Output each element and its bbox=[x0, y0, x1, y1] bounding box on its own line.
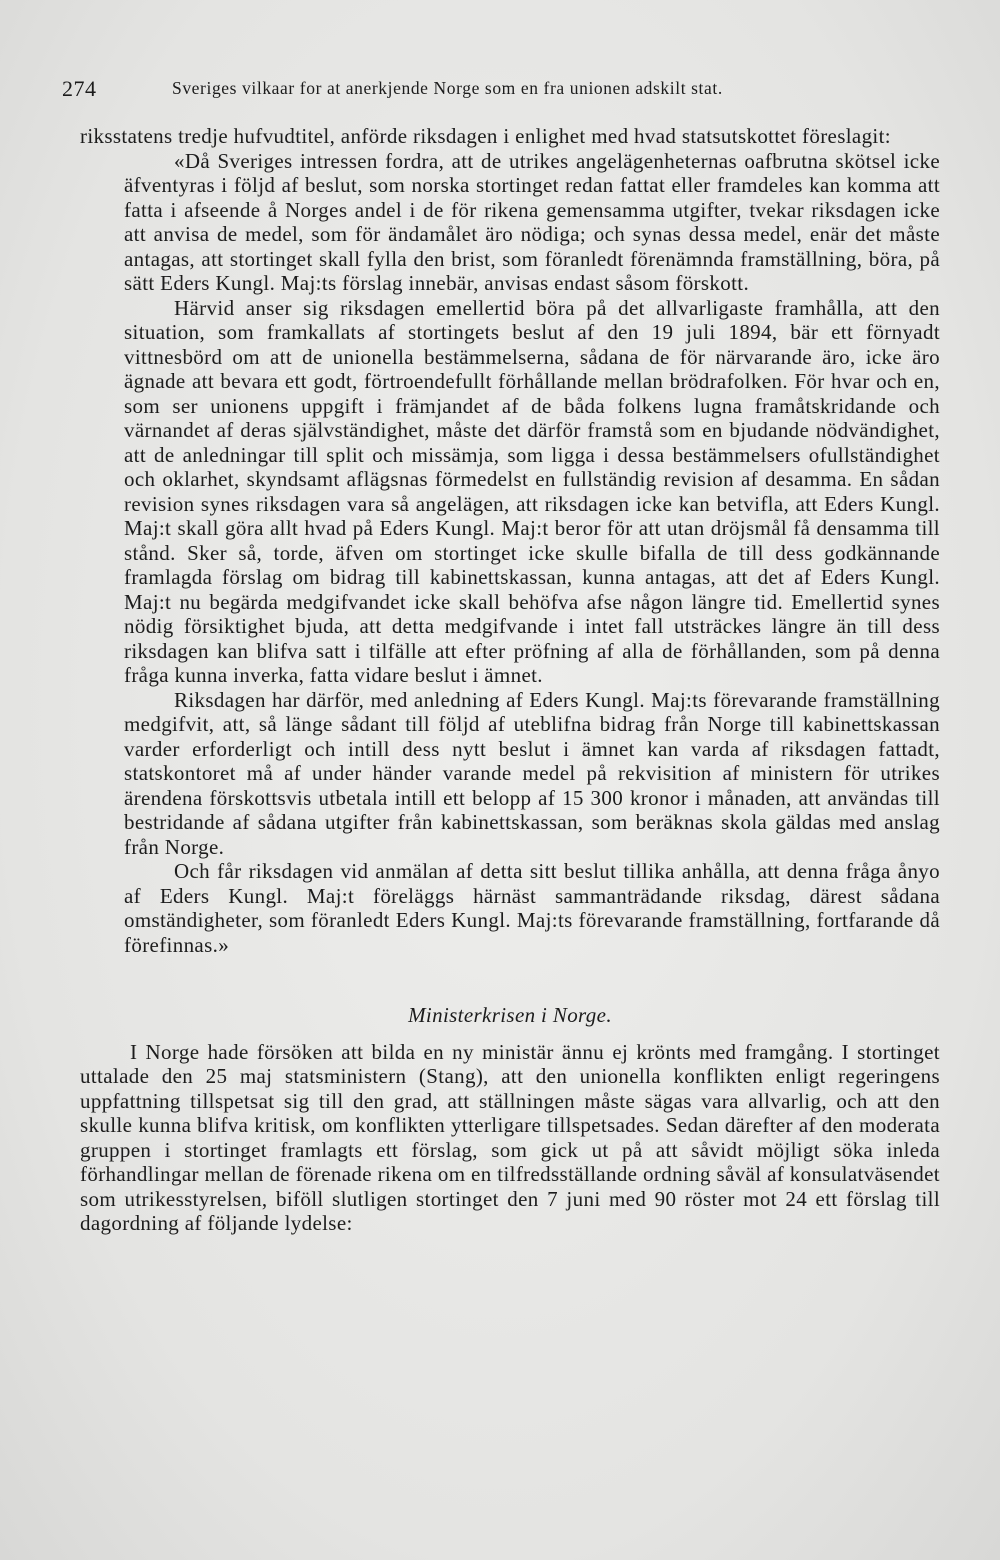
section-heading: Ministerkrisen i Norge. bbox=[408, 1003, 612, 1027]
page-header bbox=[62, 76, 942, 106]
quote-paragraph-4: Och får riksdagen vid anmälan af detta sitt beslut tillika anhålla, att denna fråga ånyo af Eders Kungl. Maj:t föreläggs härnäst sammanträdande riksdag, därest sådana omständigheter, som föranledt Eders Kungl. Maj:ts förevarande framställning, fortfarande då förefinnas.» bbox=[124, 859, 940, 957]
running-head: Sveriges vilkaar for at anerkjende Norge som en fra unionen adskilt stat. bbox=[172, 78, 723, 98]
page-number: 274 bbox=[62, 76, 97, 101]
quote-paragraph-3: Riksdagen har därför, med anledning af Eders Kungl. Maj:ts förevarande framställning medgifvit, att, så länge sådant till följd af uteblifna bidrag från Norge till kabinettskassan varder erforderligt och intill dess nytt beslut i ämnet kan varda af riksdagen fattadt, statskontoret må af under händer varande medel på rekvisition af ministern för utrikes ärendena förskottsvis utbetala intill ett belopp af 15 300 kronor i månaden, att användas till bestridande af sådana utgifter från kabinettskassan, som beräknas skola gäldas med anslag från Norge. bbox=[124, 687, 940, 859]
quote-paragraph-2: Härvid anser sig riksdagen emellertid böra på det allvarligaste framhålla, att den situation, som framkallats af stortingets beslut af den 19 juli 1894, bär ett förnyadt vittnesbörd om att de unionella bestämmelserna, sådana de för närvarande äro, icke äro ägnade att bevara ett godt, förtroendefullt förhållande mellan brödrafolken. För hvar och en, som ser unionens uppgift i främjandet af de båda folkens lugna framåtskridande och värnandet af deras självständighet, måste det därför framstå som en bjudande nödvändighet, att de anledningar till split och missämja, som ligga i dessa bestämmelsers ofullständighet och oklarhet, skyndsamt aflägsnas förmedelst en fullständig revision af desamma. En sådan revision synes riksdagen vara så angelägen, att riksdagen icke kan betvifla, att Eders Kungl. Maj:t skall göra allt hvad på Eders Kungl. Maj:t beror för att utan dröjsmål få densamma till stånd. Sker så, torde, äfven om stortinget icke skulle bifalla de till dess godkännande framlagda förslag om bidrag till kabinettskassan, kunna antagas, att det af Eders Kungl. Maj:t nu begärda medgifvandet icke skall behöfva afse någon längre tid. Emellertid synes nödig försiktighet bjuda, att detta medgifvande i intet fall utsträckes längre än till dess riksdagen kan blifva satt i tilfälle att efter pröfning af alla de förhållanden, som på denna fråga kunna inverka, fatta vidare beslut i ämnet. bbox=[124, 295, 940, 687]
quoted-resolution bbox=[80, 149, 940, 958]
quote-paragraph-1: «Då Sveriges intressen fordra, att de utrikes angelägenheternas oafbrutna skötsel icke äfventyras i följd af beslut, som norska stortinget redan fattat eller framdeles kan komma att fatta i afseende å Norges andel i de för rikena gemensamma utgifter, tvekar riksdagen icke att anvisa de medel, som för ändamålet äro nödiga; och synas dessa medel, enär det måste antagas, att stortinget skall fylla den brist, som föranledt förenämnda framställning, böra, på sätt Eders Kungl. Maj:ts förslag innebär, anvisas endast såsom förskott. bbox=[124, 148, 940, 295]
page-body bbox=[80, 124, 940, 1236]
intro-paragraph: riksstatens tredje hufvudtitel, anförde riksdagen i enlighet med hvad statsutskottet föreslagit: bbox=[80, 124, 891, 148]
section-paragraph: I Norge hade försöken att bilda en ny ministär ännu ej krönts med framgång. I stortinget uttalade den 25 maj statsministern (Stang), att den unionella konflikten enligt regeringens uppfattning tillspetsat sig till den grad, att ställningen måste sägas vara allvarlig, och att den skulle kunna blifva kritisk, om konflikten ytterligare tillspetsades. Sedan därefter af den moderata gruppen i stortinget framlagts ett förslag, som gick ut på att såvidt möjligt söka inleda förhandlingar mellan de förenade rikena om en tilfredsställande ordning såväl af konsulatväsendet som utrikesstyrelsen, biföll slutligen stortinget den 7 juni med 90 röster mot 24 ett förslag till dagordning af följande lydelse: bbox=[80, 1039, 940, 1235]
